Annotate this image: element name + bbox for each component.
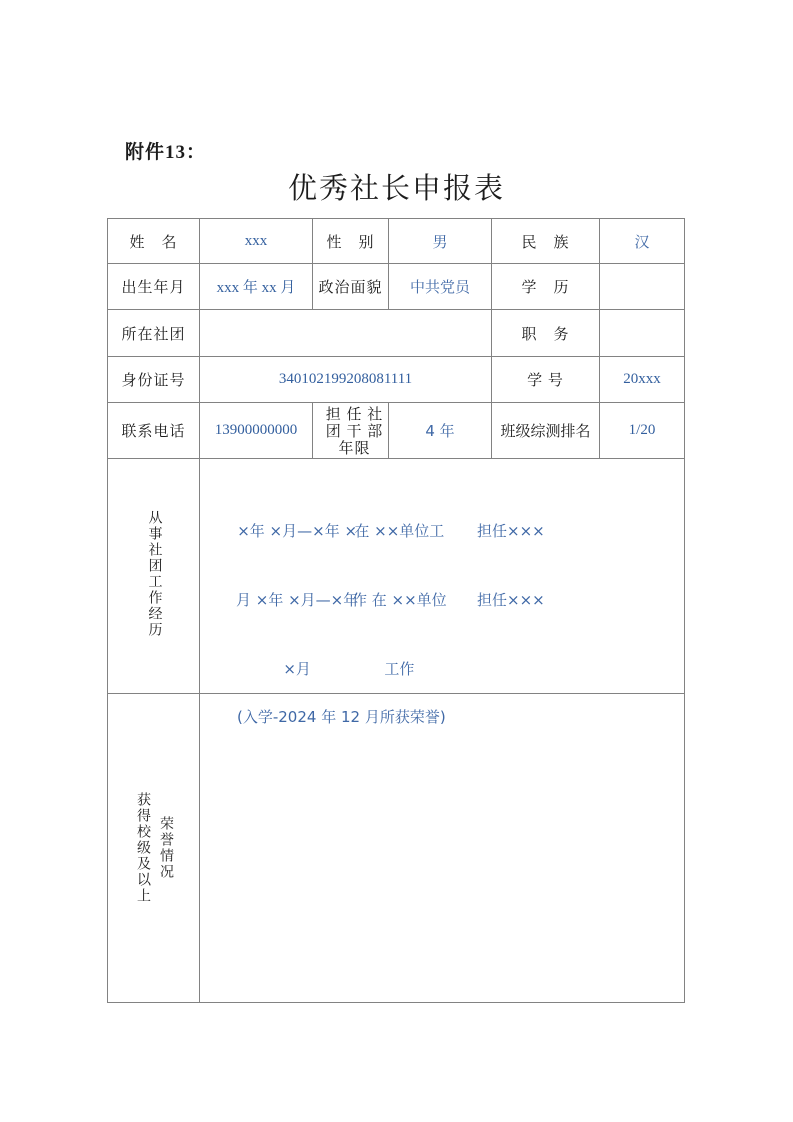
club-label-cell: 所在社团: [108, 310, 200, 357]
tenure-label-line1: 担 任 社: [325, 407, 384, 423]
id-number-value-cell: 340102199208081111: [200, 357, 492, 403]
phone-label-cell: 联系电话: [108, 403, 200, 459]
student-id-label-cell: 学 号: [492, 357, 600, 403]
experience-place-line: 作 在 ××单位: [352, 591, 447, 609]
experience-time-line: ×月: [283, 660, 311, 678]
tenure-value-cell: 4 年: [389, 403, 492, 459]
tenure-label-line3: 年限: [338, 441, 371, 457]
political-status-value-cell: 中共党员: [389, 264, 492, 310]
experience-place-line: 在 ××单位工: [354, 522, 445, 540]
position-value-cell: [600, 310, 685, 357]
honors-section-label-cell: [108, 694, 200, 1003]
honors-hint-text: (入学-2024 年 12 月所获荣誉): [237, 708, 446, 726]
experience-time-line: ×年 ×月—×年 ×: [237, 522, 358, 540]
ethnicity-label-cell: 民 族: [492, 219, 600, 264]
experience-time-column: [236, 474, 358, 694]
experience-role-line: 担任×××: [477, 591, 545, 609]
position-label-cell: 职 务: [492, 310, 600, 357]
gender-value-cell: 男: [389, 219, 492, 264]
table-row-experience: [108, 459, 685, 694]
page-title: 优秀社长申报表: [287, 173, 505, 205]
table-row-honors: [108, 694, 685, 1003]
name-label-cell: 姓 名: [108, 219, 200, 264]
name-value-cell: xxx: [200, 219, 313, 264]
honors-section-label-col2: 荣誉情况: [158, 816, 173, 880]
honors-section-label-col1: 获得校级及以上: [135, 792, 150, 904]
experience-content-cell: [200, 459, 685, 694]
class-ranking-label-cell: 班级综测排名: [492, 403, 600, 459]
attachment-label: 附件13：: [125, 142, 207, 163]
tenure-label-cell: [313, 403, 389, 459]
table-row-basic-2: [108, 264, 685, 310]
experience-place-line: 工作: [384, 660, 415, 678]
tenure-label-line2: 团 干 部: [325, 424, 384, 440]
experience-section-label: 从事社团工作经历: [146, 509, 162, 638]
ethnicity-value-cell: 汉: [600, 219, 685, 264]
student-id-value-cell: 20xxx: [600, 357, 685, 403]
political-status-label-cell: 政治面貌: [313, 264, 389, 310]
gender-label-cell: 性 别: [313, 219, 389, 264]
application-form-table: [107, 218, 685, 1003]
honors-content-cell: [200, 694, 685, 1003]
id-number-label-cell: 身份证号: [108, 357, 200, 403]
birth-label-cell: 出生年月: [108, 264, 200, 310]
club-value-cell: [200, 310, 492, 357]
experience-section-label-cell: [108, 459, 200, 694]
experience-role-line: 担任×××: [477, 522, 545, 540]
phone-value-cell: 13900000000: [200, 403, 313, 459]
honors-section-label: [108, 792, 199, 904]
table-row-basic-3: [108, 310, 685, 357]
education-label-cell: 学 历: [492, 264, 600, 310]
education-value-cell: [600, 264, 685, 310]
experience-place-column: [352, 474, 447, 694]
class-ranking-value-cell: 1/20: [600, 403, 685, 459]
experience-time-line: 月 ×年 ×月—×年: [236, 591, 359, 609]
table-row-basic-1: [108, 219, 685, 264]
experience-role-column: [477, 474, 545, 658]
table-row-basic-4: [108, 357, 685, 403]
table-row-basic-5: [108, 403, 685, 459]
birth-value-cell: xxx 年 xx 月: [200, 264, 313, 310]
